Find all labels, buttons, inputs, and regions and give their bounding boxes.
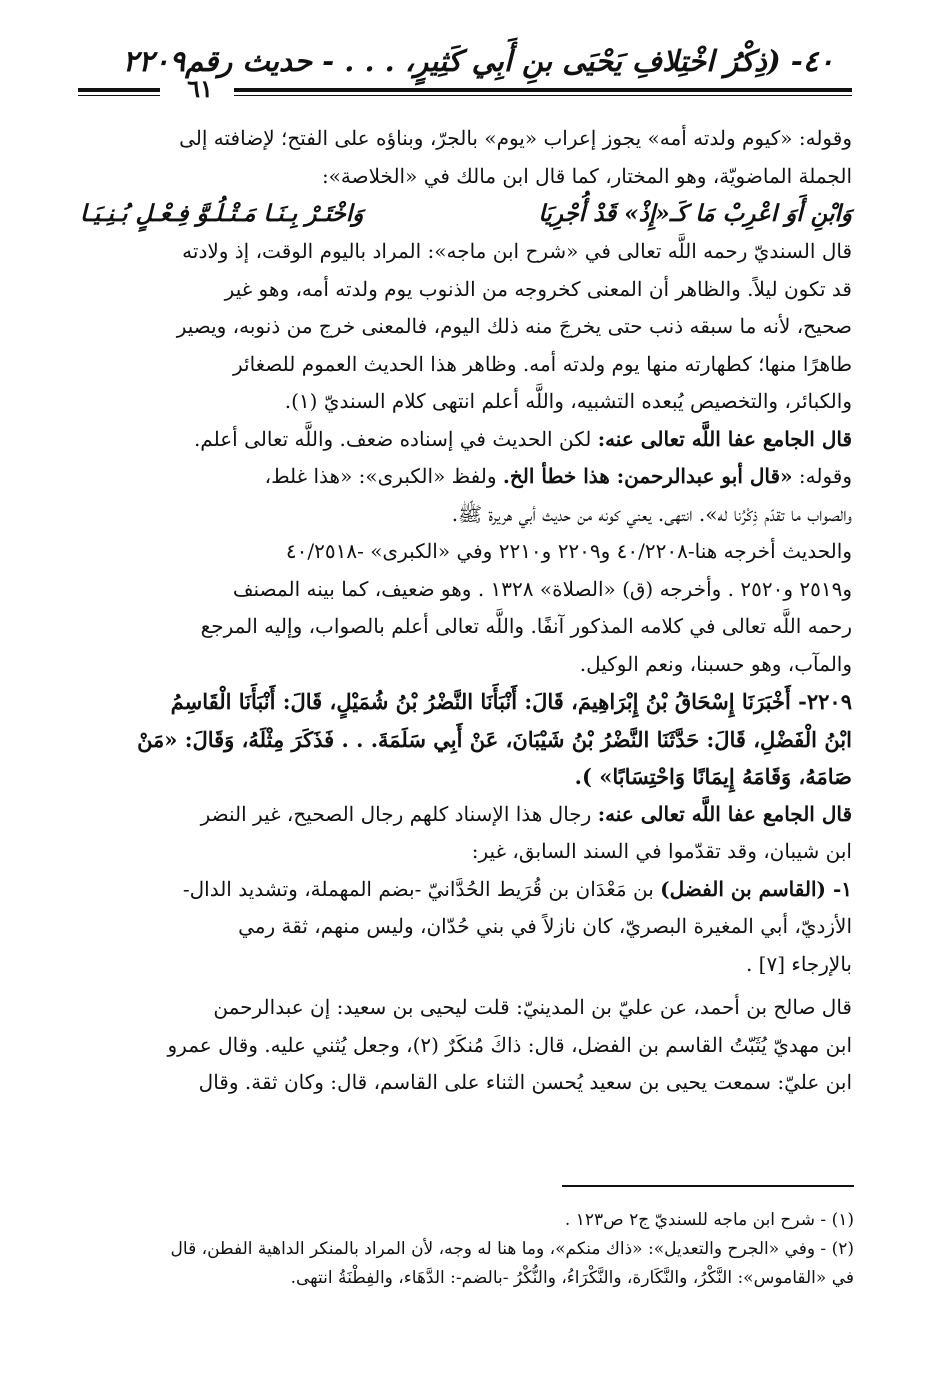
text-line: الأزديّ، أبي المغيرة البصريّ، كان نازلاً في بني حُدّان، وليس منهم، ثقة رمي [238,914,852,938]
text-line: بالإرجاء [٧] . [745,951,852,976]
header-rule-short [78,88,160,96]
verse-first-hemistich: وَابْنِ أَوَ اعْرِبْ مَا كَـ«إِذْ» قَدْ أُجْرِيَا [538,200,852,227]
text-line: صحيح، لأنه ما سبقه ذنب حتى يخرجَ منه ذلك اليوم، فالمعنى خرج من ذنوبه، ويصير [176,314,852,338]
author-note-lead: قال الجامع عفا اللَّه تعالى عنه: [597,426,852,451]
text-line [80,458,852,496]
quoted-text: «قال أبو عبدالرحمن: هذا خطأ الخ. [502,464,793,488]
main-text [80,120,852,1102]
text-line: و٢٥١٩ و٢٥٢٠ . وأخرجه (ق) «الصلاة» ١٣٢٨ . وهو ضعيف، كما بينه المصنف [232,576,852,601]
text-line: والصواب ما تقدّم ذِكْرُنا له». انتهى. يعني كونه من حديث أبي هريرة ﷺ. [451,501,852,526]
hadith-line: صَامَهُ، وَقَامَهُ إِيمَانًا وَاحْتِسَابًا» ). [574,764,852,789]
header-rule [234,88,852,96]
running-header-title: ٤٠- (ذِكْرُ اخْتِلافِ يَحْيَى بنِ أَبِي كَثِيرٍ، . . . - حديث رقم٢٢٠٩ [122,44,834,78]
verse-second-hemistich: وَاخْتَـرْ بِـنَـا مَـتْـلُـوَّ فِـعْـلٍ بُـنِـيَـا [80,200,364,227]
text-line [80,871,852,909]
text-line: ابن شيبان، وقد تقدّموا في السند السابق، غير: [471,839,852,863]
footnote-separator [562,1185,854,1187]
page-number: ٦١ [187,74,213,103]
text-span: وقوله: [792,464,852,488]
hadith-line: ابْنُ الْفَضْلِ، قَالَ: حَدَّثَنَا النَّضْرُ بْنُ شَيْبَانَ، عَنْ أَبِي سَلَمَةَ. . . فَذَكَرَ مِثْلَهُ، وَقَالَ: «مَنْ [137,726,852,752]
text-line: طاهرًا منها؛ كطهارته منها يوم ولدته أمه. وظاهر هذا الحديث العموم للصغائر [232,351,852,376]
text-line: قال صالح بن أحمد، عن عليّ بن المدينيّ: قلت ليحيى بن سعيد: إن عبدالرحمن [213,995,852,1019]
author-note-text: رجال هذا الإسناد كلهم رجال الصحيح، غير النضر [200,801,598,826]
narrator-name: ١- (القاسم بن الفضل) [660,876,852,901]
text-line: والمآب، وهو حسبنا، ونعم الوكيل. [579,651,852,676]
poetry-verse [80,195,852,233]
footnotes [80,1206,854,1293]
narrator-bio: بن مَعْدَان بن قُرَيط الحُدَّانيّ -بضم المهملة، وتشديد الدال- [182,876,661,901]
text-line: والكبائر، والتخصيص يُبعده التشبيه، واللَّه أعلم انتهى كلام السنديّ (١). [284,389,852,413]
text-line: قد تكون ليلاً. والظاهر أن المعنى كخروجه من الذنوب يوم ولدته أمه، وهو غير [224,276,852,301]
footnote: (٢) - وفي «الجرح والتعديل»: «ذاك منكم»، وما هنا له وجه، لأن المراد بالمنكر الداهية الفطن، قال [170,1239,854,1259]
hadith-line: ٢٢٠٩- أَخْبَرَنَا إِسْحَاقُ بْنُ إِبْرَاهِيمَ، قَالَ: أَنْبَأَنَا النَّضْرُ بْنُ شُمَيْلٍ، قَالَ: أَنْبَأَنَا الْقَاسِمُ [170,689,852,714]
text-line: ابن مهديّ يُثَبّتُ القاسم بن الفضل، قال: ذاكَ مُنكَرٌ (٢)، وجعل يُثني عليه. وقال عمرو [167,1032,852,1057]
text-span: ولفظ «الكبرى»: «هذا غلط، [264,464,503,488]
text-line: والحديث أخرجه هنا-٤٠/٢٢٠٨ و٢٢٠٩ و٢٢١٠ وفي «الكبرى» -٤٠/٢٥١٨ [285,539,852,563]
author-note-text: لكن الحديث في إسناده ضعف. واللَّه تعالى أعلم. [193,426,598,451]
text-line: الجملة الماضويّة، وهو المختار، كما قال ابن مالك في «الخلاصة»: [321,163,852,188]
text-line: رحمه اللَّه تعالى في كلامه المذكور آنفًا. واللَّه تعالى أعلم بالصواب، وإليه المرجع [200,614,852,638]
text-line: ابن عليّ: سمعت يحيى بن سعيد يُحسن الثناء على القاسم، قال: وكان ثقة. وقال [198,1070,852,1094]
footnote-continuation: في «القاموس»: النَّكْرُ، والنَّكَارة، والنَّكْرَاءُ، والنُّكْرُ -بالضم-: الدَّهَاء، والفِطْنَةُ انتهى. [290,1268,854,1288]
text-line: قال السنديّ رحمه اللَّه تعالى في «شرح ابن ماجه»: المراد باليوم الوقت، إذ ولادته [182,239,852,263]
footnote: (١) - شرح ابن ماجه للسنديّ ج٢ ص١٢٣ . [564,1210,854,1230]
author-note-lead: قال الجامع عفا اللَّه تعالى عنه: [597,801,852,826]
text-line [80,796,852,834]
text-line: وقوله: «كيوم ولدته أمه» يجوز إعراب «يوم» بالجرّ، وبناؤه على الفتح؛ لإضافته إلى [179,126,852,150]
text-line [80,421,852,459]
hadith-isnad [80,683,852,796]
